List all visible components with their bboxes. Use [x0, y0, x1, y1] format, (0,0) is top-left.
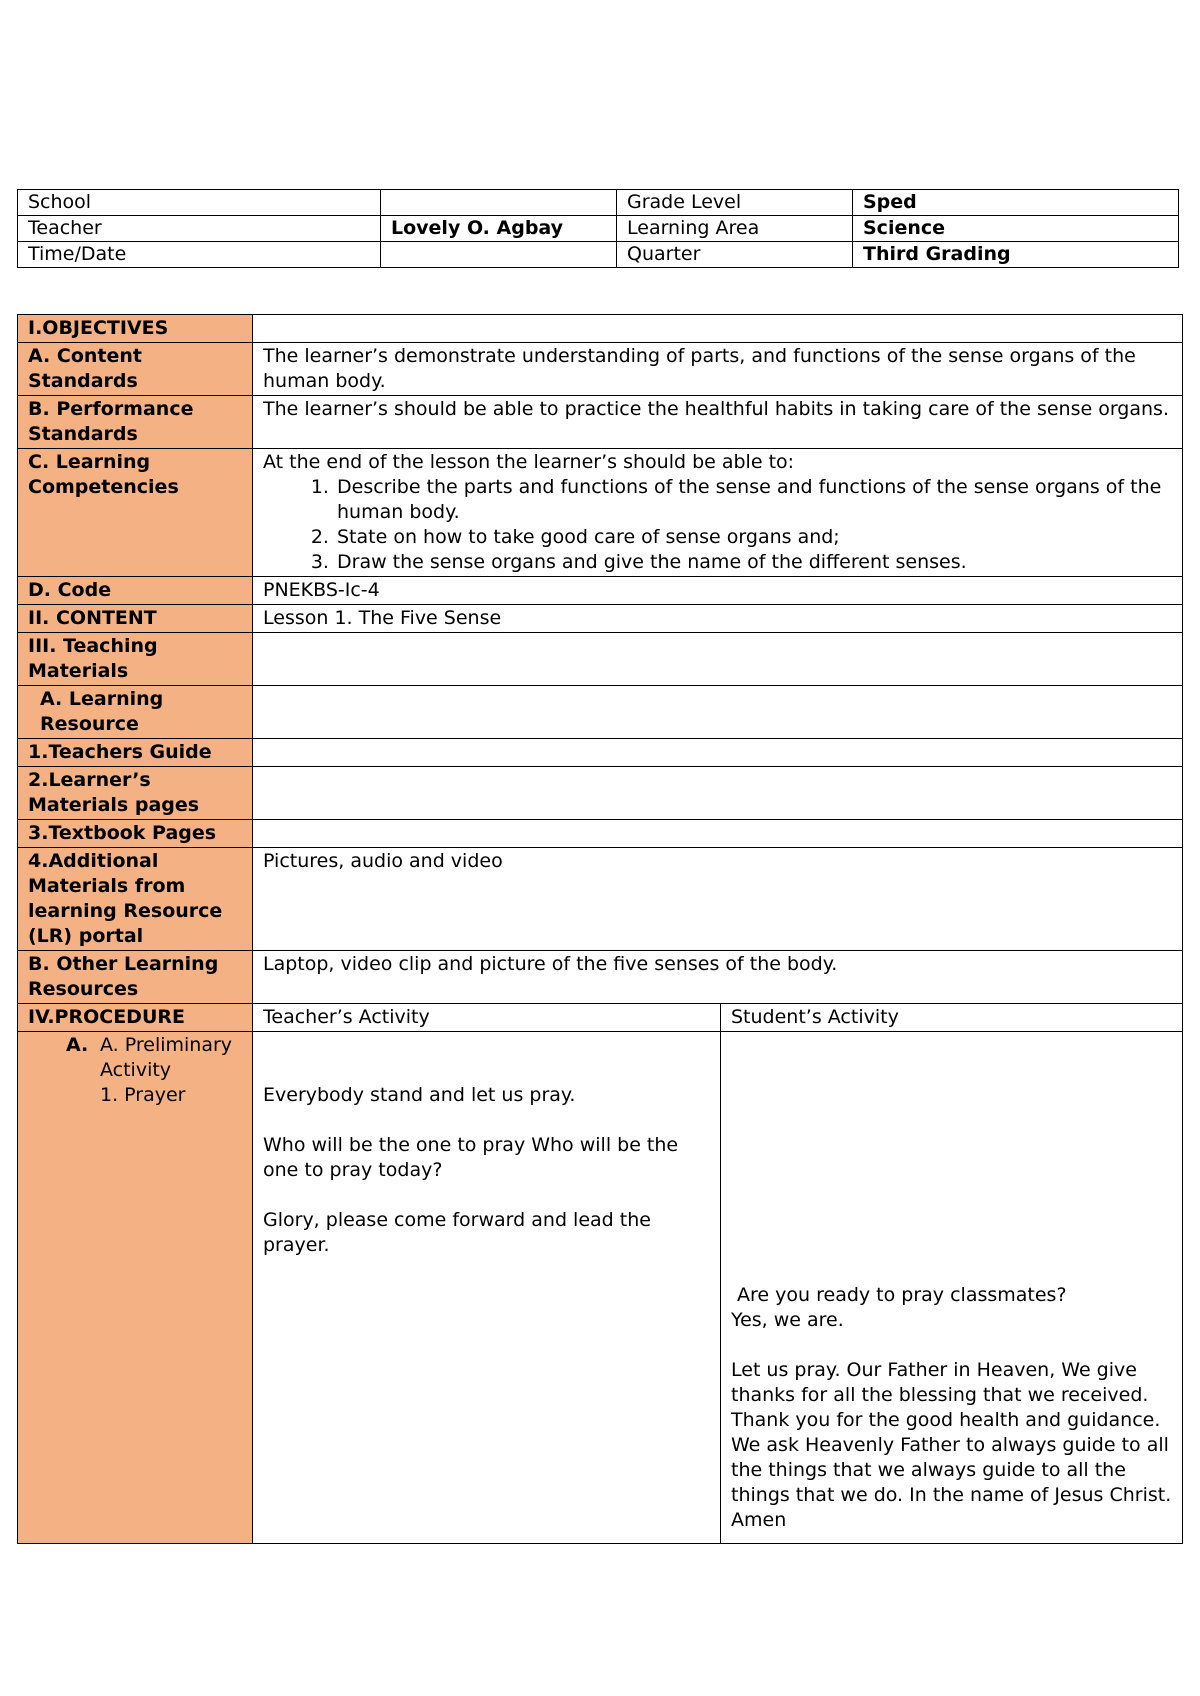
section-value	[253, 449, 1183, 577]
header-value: Science	[853, 216, 1179, 242]
teacher-line: Everybody stand and let us pray.	[263, 1084, 576, 1106]
header-label: Quarter	[617, 242, 853, 268]
preliminary-marker: A.	[66, 1034, 89, 1056]
row-learning-resource	[18, 686, 1183, 739]
section-label: IV.PROCEDURE	[18, 1004, 253, 1032]
section-value: Lesson 1. The Five Sense	[253, 605, 1183, 633]
section-label: II. CONTENT	[18, 605, 253, 633]
section-label: D. Code	[18, 577, 253, 605]
section-value: Pictures, audio and video	[253, 848, 1183, 951]
section-value: PNEKBS-Ic-4	[253, 577, 1183, 605]
student-answer: Yes, we are.	[731, 1309, 844, 1331]
student-prayer: Let us pray. Our Father in Heaven, We give thanks for all the blessing that we received. Thank you for the good health and guidance. We ask Heavenly Father to always guide to all the things that we always guide to all the things that we do. In the name of Jesus Christ. Amen	[731, 1359, 1172, 1531]
header-table	[17, 189, 1179, 268]
section-label: 2.Learner’s Materials pages	[18, 767, 253, 820]
section-value	[253, 315, 1183, 343]
teacher-line: Glory, please come forward and lead the prayer.	[263, 1209, 651, 1256]
header-value	[381, 242, 617, 268]
section-value: Laptop, video clip and picture of the five senses of the body.	[253, 951, 1183, 1004]
row-other-resources	[18, 951, 1183, 1004]
section-value: The learner’s demonstrate understanding of parts, and functions of the sense organs of the human body.	[253, 343, 1183, 396]
section-label: 4.Additional Materials from learning Resource (LR) portal	[18, 848, 253, 951]
section-label: B. Performance Standards	[18, 396, 253, 449]
header-label: Time/Date	[18, 242, 381, 268]
section-value	[253, 633, 1183, 686]
preliminary-label	[28, 1033, 242, 1108]
header-row-teacher	[18, 216, 1179, 242]
section-value	[253, 739, 1183, 767]
row-code	[18, 577, 1183, 605]
section-label: 1.Teachers Guide	[18, 739, 253, 767]
section-value: The learner’s should be able to practice the healthful habits in taking care of the sense organs.	[253, 396, 1183, 449]
row-content-standards	[18, 343, 1183, 396]
row-procedure	[18, 1004, 1183, 1032]
section-label: 3.Textbook Pages	[18, 820, 253, 848]
competencies-list	[263, 475, 1172, 575]
preliminary-sub: 1. Prayer	[100, 1084, 186, 1106]
section-value	[253, 686, 1183, 739]
student-question: Are you ready to pray classmates?	[731, 1284, 1067, 1306]
header-value	[381, 190, 617, 216]
header-row-school	[18, 190, 1179, 216]
section-label: C. Learning Competencies	[18, 449, 253, 577]
lesson-plan-table	[17, 314, 1183, 1544]
row-competencies	[18, 449, 1183, 577]
section-label	[18, 1032, 253, 1544]
competencies-intro: At the end of the lesson the learner’s should be able to:	[263, 451, 795, 473]
header-label: Teacher	[18, 216, 381, 242]
preliminary-title: A. Preliminary Activity	[100, 1034, 233, 1081]
teacher-activity	[253, 1032, 721, 1544]
row-learners-materials	[18, 767, 1183, 820]
row-textbook-pages	[18, 820, 1183, 848]
list-item: 2. State on how to take good care of sense organs and;	[335, 525, 1172, 550]
section-value	[253, 767, 1183, 820]
header-value: Sped	[853, 190, 1179, 216]
header-label: School	[18, 190, 381, 216]
section-label: III. Teaching Materials	[18, 633, 253, 686]
row-teachers-guide	[18, 739, 1183, 767]
teacher-activity-header: Teacher’s Activity	[253, 1004, 721, 1032]
header-row-timedate	[18, 242, 1179, 268]
section-label: A. Content Standards	[18, 343, 253, 396]
row-teaching-materials	[18, 633, 1183, 686]
header-label: Learning Area	[617, 216, 853, 242]
section-label: A. Learning Resource	[18, 686, 253, 739]
row-additional-materials	[18, 848, 1183, 951]
header-value: Lovely O. Agbay	[381, 216, 617, 242]
preliminary-items	[100, 1033, 242, 1108]
student-activity	[721, 1032, 1183, 1544]
teacher-line: Who will be the one to pray Who will be the one to pray today?	[263, 1134, 679, 1181]
header-value: Third Grading	[853, 242, 1179, 268]
section-label: I.OBJECTIVES	[18, 315, 253, 343]
row-preliminary-activity	[18, 1032, 1183, 1544]
student-activity-header: Student’s Activity	[721, 1004, 1183, 1032]
row-performance-standards	[18, 396, 1183, 449]
header-label: Grade Level	[617, 190, 853, 216]
list-item: 3. Draw the sense organs and give the name of the different senses.	[335, 550, 1172, 575]
section-value	[253, 820, 1183, 848]
row-content	[18, 605, 1183, 633]
section-label: B. Other Learning Resources	[18, 951, 253, 1004]
list-item: 1. Describe the parts and functions of the sense and functions of the sense organs of the human body.	[335, 475, 1172, 525]
row-objectives	[18, 315, 1183, 343]
